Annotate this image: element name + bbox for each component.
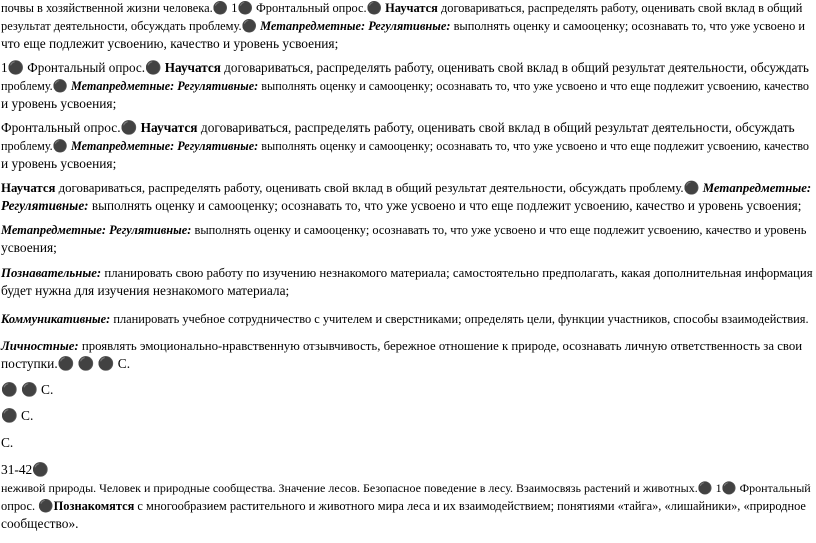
paragraph-line: [1, 35, 813, 53]
paragraph-line: [1, 310, 813, 328]
paragraph-line: [1, 355, 813, 373]
paragraph-line: [1, 197, 813, 215]
text-run: почвы в хозяйственной жизни человека.⚫ 1⚫ Фронтальный опрос.⚫: [1, 1, 383, 15]
paragraph-line: [1, 381, 813, 399]
paragraph-line: [1, 407, 813, 425]
bold-term: Научатся: [1, 181, 56, 195]
text-run: усвоения;: [1, 240, 57, 255]
text-run: С.: [1, 435, 14, 450]
paragraph-4: [1, 179, 813, 215]
text-run: 1⚫ Фронтальный опрос.⚫: [1, 60, 162, 75]
text-run: планировать свою работу по изучению незнакомого материала; самостоятельно предполагать, какая дополнительная информация: [101, 266, 813, 280]
bold-italic-term: Регулятивные:: [1, 198, 89, 213]
paragraph-line: [1, 434, 813, 452]
paragraph-line: [1, 0, 813, 17]
paragraph-10: [1, 407, 813, 425]
paragraph-line: [1, 137, 813, 155]
text-run: опрос. ⚫: [1, 499, 54, 513]
paragraph-line: [1, 282, 813, 300]
paragraph-5: [1, 221, 813, 257]
text-run: поступки.⚫ ⚫ ⚫ С.: [1, 356, 131, 371]
text-run: сообщество».: [1, 516, 79, 531]
text-run: выполнять оценку и самооценку; осознавать то, что уже усвоено и что еще подлежит усвоению, качество: [258, 79, 810, 93]
paragraph-11: [1, 434, 813, 452]
paragraph-9: [1, 381, 813, 399]
text-run: выполнять оценку и самооценку; осознавать то, что уже усвоено и что еще подлежит усвоению, качество: [258, 139, 810, 153]
text-run: планировать учебное сотрудничество с учителем и сверстниками; определять цели, функции участников, способы взаимодействия.: [110, 312, 809, 326]
text-run: выполнять оценку и самооценку; осознавать то, что уже усвоено и: [450, 19, 806, 33]
text-run: с многообразием растительного и животного мира леса и их взаимодействием; понятиями «тайга», «лишайники», «природное: [134, 499, 806, 513]
text-run: договариваться, распределять работу, оценивать свой вклад в общий результат деятельности, обсуждать проблему.⚫: [55, 181, 700, 195]
bold-italic-term: Познавательные:: [1, 266, 102, 280]
bold-italic-term: Коммуникативные:: [1, 312, 111, 326]
paragraph-line: [1, 221, 813, 239]
text-run: будет нужна для изучения незнакомого материала;: [1, 283, 290, 298]
paragraph-3: [1, 119, 813, 173]
text-run: проблему.⚫: [1, 79, 68, 93]
text-run: ⚫ ⚫ С.: [1, 382, 54, 397]
bold-italic-term: Метапредметные: Регулятивные:: [260, 19, 451, 33]
paragraph-line: [1, 264, 813, 282]
paragraph-12: [1, 461, 813, 533]
paragraph-line: [1, 95, 813, 113]
text-run: 31-42⚫: [1, 462, 49, 477]
paragraph-line: [1, 497, 813, 515]
bold-italic-term: Личностные:: [1, 339, 79, 353]
paragraph-8: [1, 337, 813, 373]
paragraph-line: [1, 119, 813, 137]
text-run: и уровень усвоения;: [1, 96, 117, 111]
paragraph-line: [1, 179, 813, 197]
bold-term: Научатся: [385, 1, 438, 15]
paragraph-line: [1, 461, 813, 479]
text-run: и уровень усвоения;: [1, 156, 117, 171]
text-run: Фронтальный опрос.⚫: [1, 120, 138, 135]
paragraph-line: [1, 59, 813, 77]
text-run: выполнять оценку и самооценку; осознавать то, что уже усвоено и что еще подлежит усвоению, качество и уровень усвоения;: [88, 198, 802, 213]
text-run: договариваться, распределять работу, оценивать свой вклад в общий: [437, 1, 803, 15]
text-run: выполнять оценку и самооценку; осознавать то, что уже усвоено и что еще подлежит усвоению, качество и уровень: [191, 223, 807, 237]
paragraph-6: [1, 264, 813, 300]
paragraph-2: [1, 59, 813, 113]
bold-term: Научатся: [140, 120, 198, 135]
bold-term: Научатся: [164, 60, 221, 75]
text-run: проблему.⚫: [1, 139, 68, 153]
paragraph-line: [1, 239, 813, 257]
bold-italic-term: Метапредметные: Регулятивные:: [1, 223, 192, 237]
text-run: результат деятельности, обсуждать проблему.⚫: [1, 19, 257, 33]
paragraph-line: [1, 155, 813, 173]
paragraph-line: [1, 479, 813, 497]
paragraph-line: [1, 337, 813, 355]
text-run: ⚫ С.: [1, 408, 34, 423]
text-run: неживой природы. Человек и природные сообщества. Значение лесов. Безопасное поведение в лесу. Взаимосвязь растений и животных.⚫ 1⚫ Фронтальный: [1, 481, 811, 495]
paragraph-7: [1, 310, 813, 328]
paragraph-1: [1, 0, 813, 53]
bold-italic-term: Метапредметные:: [702, 181, 812, 195]
bold-term: Познакомятся: [53, 499, 135, 513]
bold-italic-term: Метапредметные: Регулятивные:: [70, 139, 259, 153]
text-run: договариваться, распределять работу, оценивать свой вклад в общий результат деятельности, обсуждать: [220, 60, 809, 75]
paragraph-line: [1, 77, 813, 95]
bold-italic-term: Метапредметные: Регулятивные:: [70, 79, 259, 93]
text-run: проявлять эмоционально-нравственную отзывчивость, бережное отношение к природе, осознавать личную ответственность за свои: [78, 339, 803, 353]
paragraph-line: [1, 17, 813, 35]
text-run: что еще подлежит усвоению, качество и уровень усвоения;: [1, 36, 339, 51]
text-run: договариваться, распределять работу, оценивать свой вклад в общий результат деятельности, обсуждать: [197, 120, 795, 135]
paragraph-line: [1, 515, 813, 533]
